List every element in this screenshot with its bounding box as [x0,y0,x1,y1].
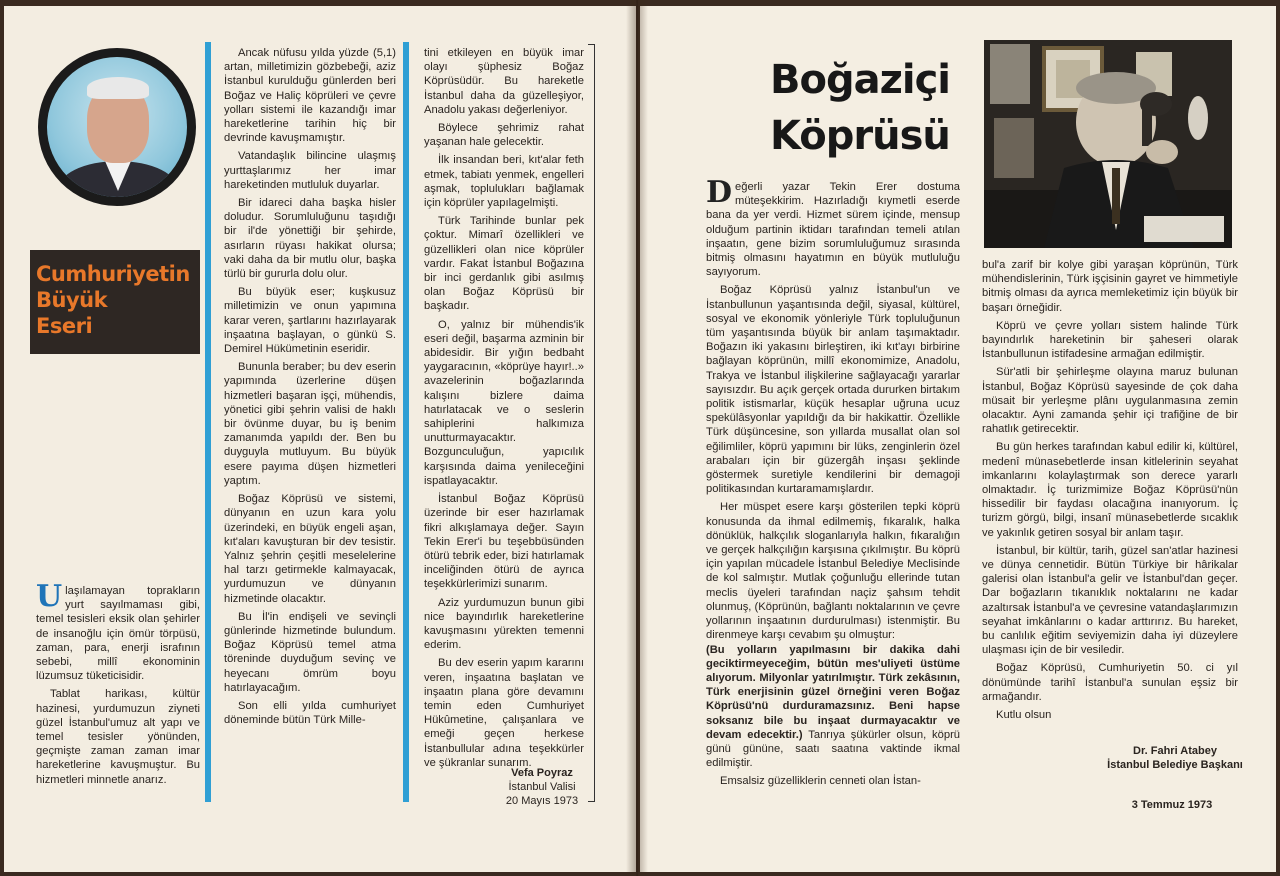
col2-paragraph: Ancak nüfusu yılda yüzde (5,1) artan, milletimizin gözbebeği, aziz İstanbul kurulduğu günlerden beri Boğaz ve Haliç köprüleri ve çevre yolları sistemi ile kazandığı imar hareketlerine tarihin hiç bir devrinde kavuşmamıştır. [224,47,396,145]
mayor-signature [1100,744,1250,772]
dropcap-d: D [706,175,733,210]
blue-rule-1 [205,42,211,802]
mayor-title: İstanbul Belediye Başkanı [1107,759,1243,771]
col2-paragraph: Bu İl'in endişeli ve sevinçli günlerinde hizmetinde bulundum. Boğaz Köprüsü temel atma töreninde duyduğum sevinç ve heyecanı ömrüm boyu hatırlayacağım. [224,610,396,694]
signer-title: İstanbul Valisi [508,781,576,793]
col2r-paragraph: İstanbul, bir kültür, tarih, güzel san'atlar hazinesi ve dünya cennetidir. Bütün Türkiye bir hârikalar galerisi olan İstanbul'a gelir ve İstanbul'dan geçer. Dar boğazların tıkanıklık noktalarını ne kadar azaltırsak İstanbul'a ve çevresine vatandaşlarımızın seyahat imkânlarını o kadar arttırırız. Bu hareket, bu canlılık eğitim seviyemizin daha iyi düzeylere ulaşması için de bir vesiledir. [982,544,1238,657]
col2-paragraph: Son elli yılda cumhuriyet döneminde bütün Türk Mille- [224,699,396,727]
intro-paragraph-2: Tablat harikası, kültür hazinesi, yurdumuzun ziyneti güzel İstanbul'umuz alt yapı ve temel tesisler yönünden, geçmişte zaman zaman imar hareketlerine kavuşmuştur. Bu hizmetleri minnetle anarız. [36,688,200,786]
col2r-paragraph: Bu gün herkes tarafından kabul edilir ki, kültürel, medenî münasebetlerde insan kitlelerinin seyahat imkanlarını kolaylaştırmak son derece yararlı olmaktadır. İç turizmimize Boğaz Köprüsü'nün hissedilir bir faydası olacağına inanıyorum. İç turizm görgü, bilgi, insanî münasebetlerde sıcaklık ve yakınlık getiren sosyal bir anlam taşır. [982,441,1238,539]
right-column-2 [982,258,1238,726]
col3-paragraph: Bu dev eserin yapım kararını veren, inşaatına başlatan ve inşaatın plana göre devamını temin eden Cumhuriyet Hükûmetine, çalışanlara ve emeği geçen herkese İstanbullular adına teşekkürler ve şükranlar sunarım. [424,657,584,769]
col3-paragraph: İlk insandan beri, kıt'alar feth etmek, tabiatı yenmek, engelleri aşmak, toplulukları bağlamak için köprüler yapılagelmişti. [424,154,584,210]
article-title [770,52,950,164]
signature-date: 20 Mayıs 1973 [505,795,579,807]
dropcap-u: U [36,579,63,614]
heading-line-2: Büyük [36,288,108,312]
col2-paragraph: Bir idareci daha başka hisler doludur. Sorumluluğunu taşıdığı bir il'de yönettiği bir şehirde, asırların rüyası hakikat olursa; vaki daha da bir mutlu olur, başka türlü bir gururla dolu olur. [224,197,396,281]
col2r-paragraph: Sür'atli bir şehirleşme olayına maruz bulunan İstanbul, Boğaz Köprüsü sayesinde de çok daha müsait bir yerleşme plânı uygulanmasına zemin olacaktır. Ayni zamanda şehir içi trafiğine de bir rahatlık getirecektir. [982,366,1238,436]
heading-line-3: Eseri [36,314,93,338]
col1-first-paragraph: eğerli yazar Tekin Erer dostuma müteşekkirim. Hazırladığı kıymetli eserde bana da yer verdi. Hizmet sürem içinde, mensup olduğum partinin iktidarı tarafından temeli atılan inşaatın, gene bizim sorumluluğumuz sırasında bitmiş olmasını hayatımın en büyük mutluluğu sayıyorum. [706,181,960,279]
mayor-photo [984,40,1232,248]
col1-last-line: Emsalsiz güzelliklerin cenneti olan İstan- [720,775,921,788]
left-column-2 [224,46,396,731]
col1-after-quote: Tanrıya şükürler olsun, köprü günü gününe, saatı saatına vaktinde ikmal edilmiştir. [706,728,961,770]
title-line-1: Boğaziçi [770,57,951,103]
governor-signature [490,766,594,808]
heading-line-1: Cumhuriyetin [36,262,190,286]
signer-name: Vefa Poyraz [511,767,573,779]
col2-paragraph: Vatandaşlık bilincine ulaşmış yurttaşlarımız her imar hareketinden mutluluk duyarlar. [224,150,396,191]
col2r-paragraph: Boğaz Köprüsü, Cumhuriyetin 50. ci yıl dönümünde tarihî İstanbul'a sunulan eşsiz bir armağandır. [982,662,1238,703]
left-column-3 [424,46,584,774]
mayor-name: Dr. Fahri Atabey [1133,745,1217,757]
col2-paragraph: Boğaz Köprüsü ve sistemi, dünyanın en uzun kara yolu üzerindeki, en büyük engeli aşan, kıt'aları kavuşturan bir dev tesistir. Yalnız şehrin çeşitli meselelerine hal tarzı getirmekle kalmayacak, yurdumuzun ve dünyanın hizmetinde olacaktır. [224,493,396,605]
col3-paragraph: tini etkileyen en büyük imar olayı şüphesiz Boğaz Köprüsüdür. Bu hareketle İstanbul daha da güzelleşiyor, Anadolu yakası değerleniyor. [424,47,584,116]
col2r-paragraph: bul'a zarif bir kolye gibi yaraşan köprünün, Türk mühendislerinin, Türk işçisinin gayret ve himmetiyle bitmiş olması da ayrıca memleketimiz için büyük bir başarı örneğidir. [982,259,1238,314]
col1-paragraph: Boğaz Köprüsü yalnız İstanbul'un ve İstanbullunun yaşantısında değil, siyasal, kültürel, sosyal ve ekonomik yönleriyle Türk topluluğunun tüm yaşantısında büyük bir anlam taşımaktadır. Boğazın iki yakasını birleştiren, iki kıt'ayı birbirine bağlayan köprünün, millî ekonomimize, Anadolu, Trakya ve İstanbul ilişkilerine sağlayacağı yararlar sayısızdır. Bu açık gerçek ortada dururken birtakım politik istismarlar, küçük hesaplar uğruna ucuz spekülâsyonlar yapıldığı da bir hakikattir. Özellikle Türk düşüncesine, son yıllarda musallat olan sol eğilimliler, köprü yapımını bir lüks, zenginlerin özel arabaları için bir güzergâh inşası şeklinde göstermek suretiyle kendilerini bir demagoji politikasından kurtaramamışlardır. [706,284,960,496]
mayor-photo-illustration [984,40,1232,248]
col2r-closing: Kutlu olsun [996,709,1052,722]
page-gutter [626,0,648,876]
title-line-2: Köprüsü [770,113,950,159]
col2r-paragraph: Köprü ve çevre yolları sistem halinde Türk bayındırlık hareketinin bir şaheseri olarak İstanbullunun istifadesine armağan edilmiştir. [982,319,1238,361]
col3-paragraph: Böylece şehrimiz rahat yaşanan hale gelecektir. [424,122,584,149]
intro-paragraph-1: laşılamayan toprakların yurt sayılmaması gibi, temel tesisleri eksik olan şehirler de insanoğlu için ömür törpüsü, zaman, para, enerji israfının sebebi, millî ekonominin lüzumsuz tüketicisidir. [36,585,200,683]
col1-paragraph: Her müspet esere karşı gösterilen tepki köprü konusunda da ihmal edilmemiş, fıkaralık, halka dönüklük, halkçılık sloganlarıyla halkın, fıkaralığın ve gerçek halkçılığın karşısına çıkılmıştır. Bu köprü için yapılan mücadele İstanbul Belediye Meclisinde de kol salmıştır. Mutlak çoğunluğu ellerinde tutan meclis üyeleri tarafından naçiz şahsım tehdit olunmuş, (Köprünün, bağlantı noktalarının ve çevre yollarının inşaatının durdurulması) istenmiştir. Bu direnmeye karşı cevabım şu olmuştur: [706,501,960,642]
right-column-1 [706,175,961,793]
col3-paragraph: Türk Tarihinde bunlar pek çoktur. Mimarî özellikleri ve güzellikleri olan nice köprüler vardır. Fakat İstanbul Boğazına bir inci gerdanlık gibi asılmış olan Boğaz Köprüsü bir başkadır. [424,215,584,313]
col2-paragraph: Bu büyük eser; kuşkusuz milletimizin ve onun yapımına karar veren, şartlarını hazırlayarak inşaatına başlayan, o günkü S. Demirel Hükümetinin eseridir. [224,286,396,356]
col3-paragraph: O, yalnız bir mühendis'ik eseri değil, başarma azminin bir abidesidir. Bir yığın bedbaht yaygaracının, «köprüye hayır!..» avazelerinin boğazlarında kalışını bizlere daima hatırlatacak ve o seslerin sahiplerini halkımıza unutturmayacaktır. Bozgunculuğun, yapıcılık karşısında daima yenileceğini ispatlayacaktır. [424,318,584,487]
governor-portrait [38,48,196,206]
col2-paragraph: Bununla beraber; bu dev eserin yapımında üzerlerine düşen hizmetleri başaran işçi, mühendis, yönetici gibi şehrin valisi de haklı bir övünme duyar, bu iş benim zamanımda yapıldı der. Ben bu duyguyla mutluyum. Bu büyük esere payıma düşen hizmetleri yaptım. [224,361,396,487]
blue-rule-2 [403,42,409,802]
col3-paragraph: Aziz yurdumuzun bunun gibi nice bayındırlık hareketlerine kavuşmasını yürekten temenni ederim. [424,596,584,652]
left-heading-box [30,250,200,354]
left-intro-column [36,579,200,791]
col3-paragraph: İstanbul Boğaz Köprüsü üzerinde bir eser hazırlamak fikri alkışlamaya değer. Sayın Tekin Erer'i bu teşebbüsünden ötürü tebrik eder, bizi hatırlamak inceliğinden ötürü de ayrıca teşekkürlerimizi sunarım. [424,493,584,591]
article-date: 3 Temmuz 1973 [1131,799,1213,811]
col1-bold-quote: (Bu yolların yapılmasını bir dakika dahi geciktirmeyeceğim, bütün mes'uliyeti üstüme alıyorum. Milyonlar yatırılmıştır. Türk zekâsının, Türk enerjisinin güzel örneğini veren Boğaz Köprüsü'nü durduramazsınız. Beni hapse soksanız bile bu inşaat durmayacaktır ve devam edecektir.) [706,643,960,741]
column-bracket [588,44,595,802]
